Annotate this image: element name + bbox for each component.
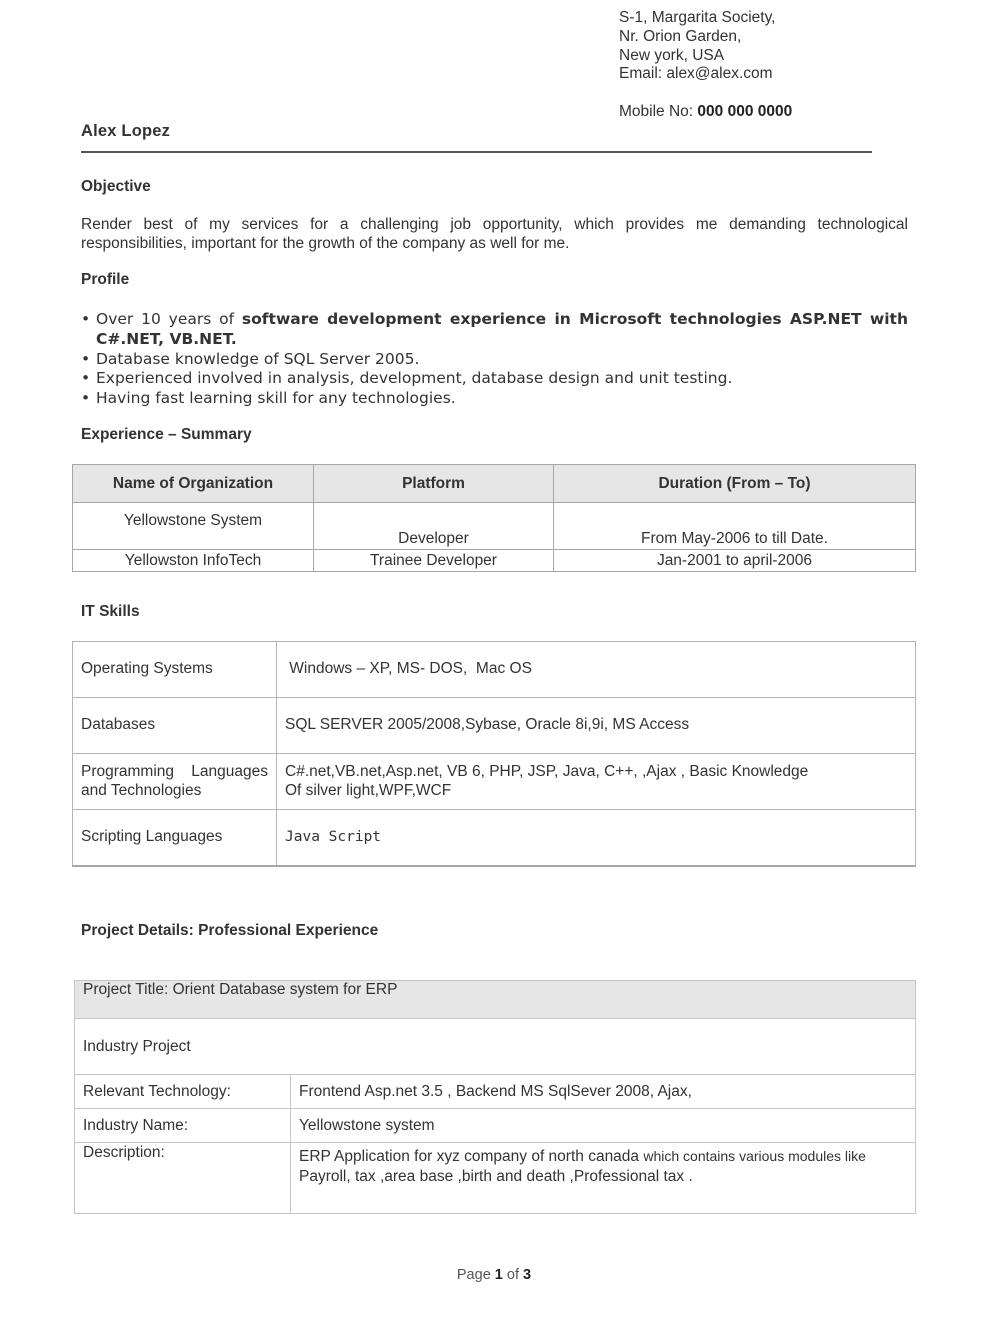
skill-category: Programming Languages and Technologies: [73, 754, 277, 810]
current-page: 1: [494, 1267, 503, 1283]
table-row: [73, 810, 916, 867]
profile-item: [81, 310, 908, 350]
skill-value: Windows – XP, MS- DOS, Mac OS: [277, 642, 916, 698]
skills-table: [72, 641, 916, 867]
candidate-name: Alex Lopez: [81, 122, 171, 140]
total-pages: 3: [523, 1267, 532, 1283]
project-table: [74, 980, 916, 1214]
it-skills-heading: IT Skills: [81, 603, 140, 620]
table-row: [73, 503, 916, 550]
project-title: Project Title: Orient Database system for ERP: [75, 981, 916, 1019]
profile-list: [81, 310, 908, 409]
profile-item: • Experienced involved in analysis, development, database design and unit testing.: [81, 369, 908, 389]
table-row: [75, 1143, 916, 1214]
description-text-small: which contains various modules like: [643, 1148, 866, 1164]
email-value: alex@alex.com: [666, 65, 773, 83]
column-header: Name of Organization: [73, 465, 314, 503]
skill-category: Operating Systems: [73, 642, 277, 698]
profile-heading: Profile: [81, 271, 130, 288]
experience-heading: Experience – Summary: [81, 426, 252, 443]
project-type-row: [75, 1019, 916, 1075]
objective-text: Render best of my services for a challenging job opportunity, which provides me demanding technological responsibilities, important for the growth of the company as well for me.: [81, 216, 908, 252]
table-row: [75, 1075, 916, 1109]
project-details-heading: Project Details: Professional Experience: [81, 922, 379, 939]
table-header-row: [73, 465, 916, 503]
page-indicator: [0, 1267, 988, 1283]
mobile-label: Mobile No:: [619, 103, 698, 121]
project-field-value: Yellowstone system: [291, 1109, 916, 1143]
project-description: [291, 1143, 916, 1214]
skill-value: SQL SERVER 2005/2008,Sybase, Oracle 8i,9i, MS Access: [277, 698, 916, 754]
duration-cell: Jan-2001 to april-2006: [554, 550, 916, 572]
table-row: [73, 698, 916, 754]
mobile-value: 000 000 0000: [697, 103, 793, 121]
profile-item-bold-text: software development experience in Microsoft technologies ASP.NET with C#.NET, VB.NET.: [96, 310, 908, 348]
table-row: [75, 1109, 916, 1143]
platform-cell: Developer: [314, 503, 554, 550]
email-label: Email:: [619, 65, 667, 83]
skill-category: Databases: [73, 698, 277, 754]
skill-value-line: Of silver light,WPF,WCF: [285, 781, 452, 799]
header-divider: [81, 151, 872, 153]
page-of-label: of: [502, 1267, 524, 1283]
description-text: ERP Application for xyz company of north canada: [299, 1148, 644, 1165]
email-line: [619, 65, 792, 84]
experience-table: [72, 464, 916, 572]
profile-item-text: Over 10 years of: [96, 310, 242, 328]
duration-cell: From May-2006 to till Date.: [554, 503, 916, 550]
objective-heading: Objective: [81, 178, 151, 195]
skill-value: [277, 754, 916, 810]
column-header: Duration (From – To): [554, 465, 916, 503]
address-line-1: S-1, Margarita Society,: [619, 9, 776, 26]
platform-cell: Trainee Developer: [314, 550, 554, 572]
skill-category: Scripting Languages: [73, 810, 277, 867]
description-line: [299, 1147, 907, 1167]
column-header: Platform: [314, 465, 554, 503]
project-field-value: Frontend Asp.net 3.5 , Backend MS SqlSever 2008, Ajax,: [291, 1075, 916, 1109]
project-field-label: Description:: [75, 1143, 291, 1214]
profile-item: • Database knowledge of SQL Server 2005.: [81, 350, 908, 370]
project-title-row: [75, 981, 916, 1019]
mobile-line: [619, 103, 792, 122]
table-row: [73, 642, 916, 698]
project-type: Industry Project: [75, 1019, 916, 1075]
page-prefix: Page: [456, 1267, 495, 1283]
contact-block: [619, 9, 792, 122]
project-field-label: Relevant Technology:: [75, 1075, 291, 1109]
organization-cell: Yellowston InfoTech: [73, 550, 314, 572]
skill-value-line: C#.net,VB.net,Asp.net, VB 6, PHP, JSP, Java, C++, ,Ajax , Basic Knowledge: [285, 763, 809, 780]
table-row: [73, 754, 916, 810]
organization-cell: Yellowstone System: [73, 503, 314, 550]
address-line-2: Nr. Orion Garden,: [619, 27, 742, 45]
description-line: Payroll, tax ,area base ,birth and death ,Professional tax .: [299, 1167, 693, 1185]
project-field-label: Industry Name:: [75, 1109, 291, 1143]
profile-item: • Having fast learning skill for any technologies.: [81, 389, 908, 409]
table-row: [73, 550, 916, 572]
address-line-3: New york, USA: [619, 46, 725, 64]
skill-value: Java Script: [277, 810, 916, 867]
